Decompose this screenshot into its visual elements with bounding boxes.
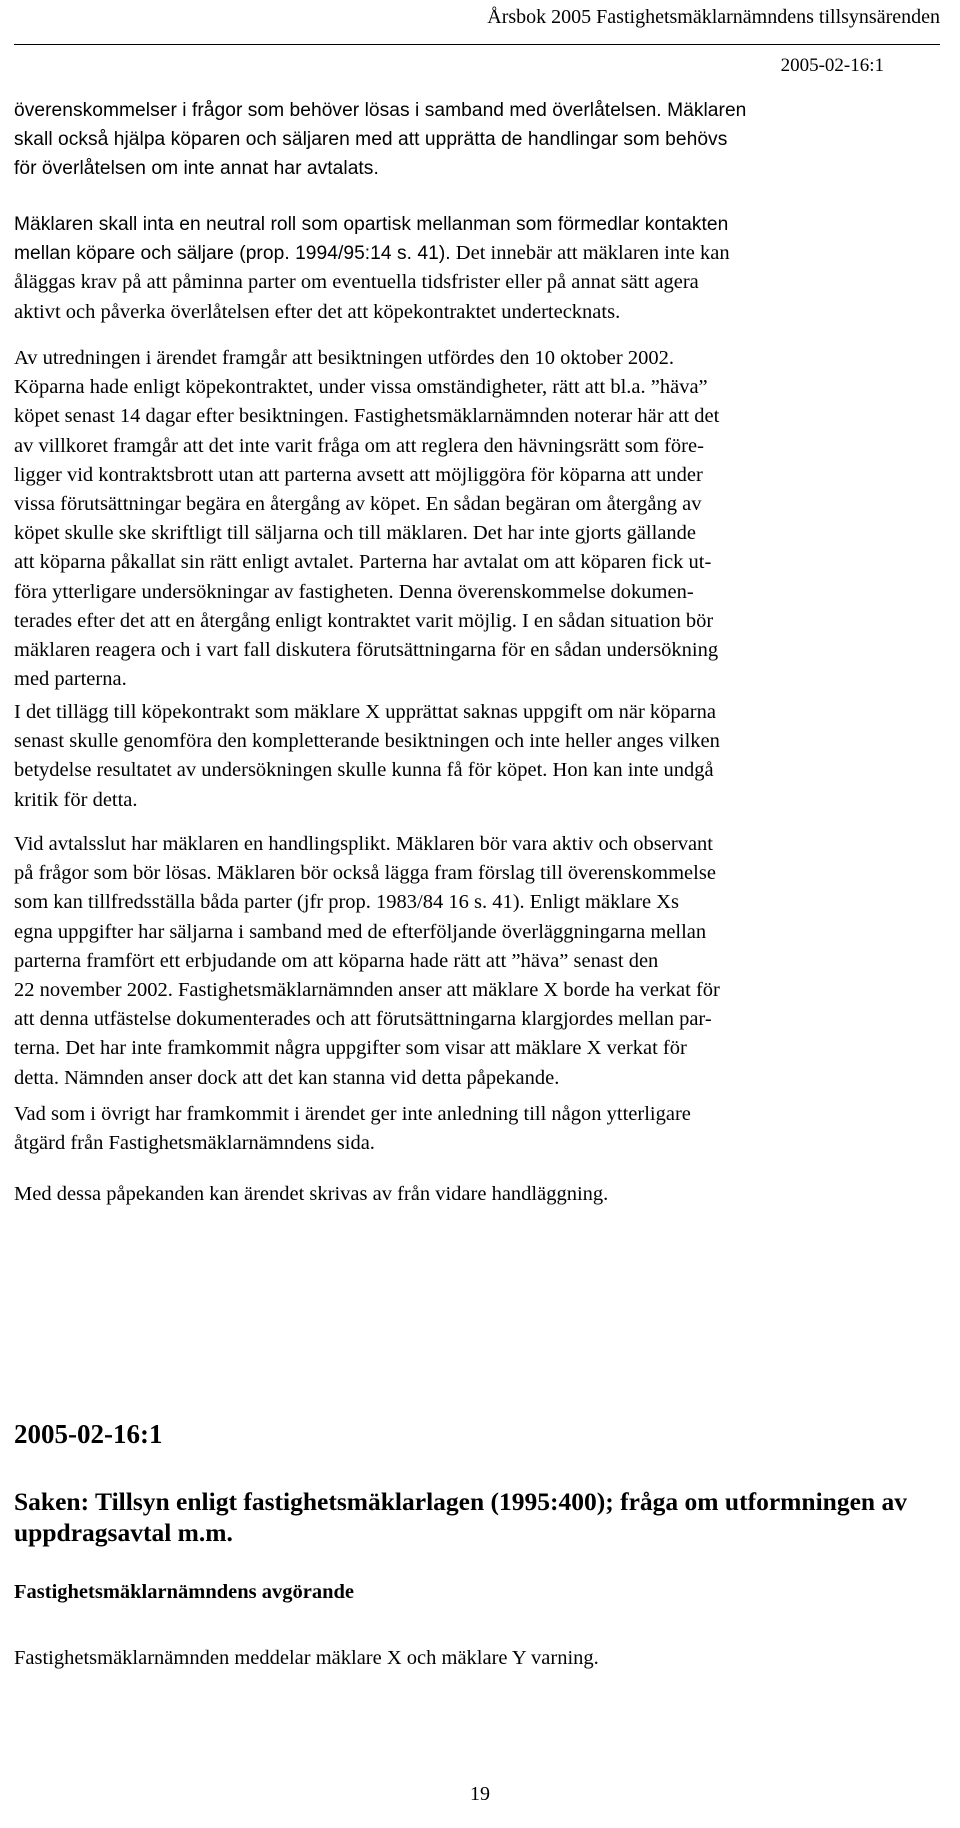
text-line: som kan tillfredsställa båda parter (jfr prop. 1983/84 16 s. 41). Enligt mäklare Xs — [14, 891, 679, 914]
text-line: Av utredningen i ärendet framgår att besiktningen utfördes den 10 oktober 2002. — [14, 347, 674, 369]
paragraph-continuation — [14, 96, 944, 184]
text-line: Mäklaren skall inta en neutral roll som opartisk mellanman som förmedlar kontakten — [14, 214, 729, 235]
paragraph-supplement — [14, 698, 944, 815]
text-line: för överlåtelsen om inte annat har avtalats. — [14, 158, 379, 180]
case-number-heading: 2005-02-16:1 — [14, 1419, 163, 1449]
paragraph — [14, 1100, 944, 1158]
paragraph — [14, 210, 944, 327]
text-line: detta. Nämnden anser dock att det kan stanna vid detta påpekande. — [14, 1066, 560, 1089]
paragraph-no-further-action — [14, 1100, 944, 1158]
text-line: kritik för detta. — [14, 788, 138, 811]
text-line: ligger vid kontraktsbrott utan att parterna avsett att möjliggöra för köparna att under — [14, 463, 703, 486]
text-line: åläggas krav på att påminna parter om eventuella tidsfrister eller på annat sätt agera — [14, 271, 699, 294]
text-line: köpet skulle ske skriftligt till säljarna och till mäklaren. Det har inte gjorts gällande — [14, 522, 697, 545]
paragraph-neutral-role — [14, 210, 944, 327]
text-fragment: Det innebär att mäklaren inte kan — [450, 242, 730, 265]
paragraph-duty-to-act — [14, 830, 944, 1093]
decision-text: Fastighetsmäklarnämnden meddelar mäklare X och mäklare Y varning. — [14, 1647, 599, 1669]
paragraph-investigation — [14, 344, 944, 694]
text-line: att denna utfästelse dokumenterades och att förutsättningarna klargjordes mellan par- — [14, 1008, 712, 1031]
page-number: 19 — [470, 1783, 490, 1805]
text-line: föra ytterligare undersökningar av fastigheten. Denna överenskommelse dokumen- — [14, 580, 694, 603]
text-line: åtgärd från Fastighetsmäklarnämndens sida. — [14, 1132, 375, 1155]
text-line: terades efter det att en återgång enligt kontraktet varit möjlig. I en sådan situation bör — [14, 609, 714, 632]
text-line: köpet senast 14 dagar efter besiktningen. Fastighetsmäklarnämnden noterar här att det — [14, 405, 720, 428]
text-line: skall också hjälpa köparen och säljaren med att upprätta de handlingar som behövs — [14, 129, 728, 151]
text-line: Vad som i övrigt har framkommit i ärendet ger inte anledning till någon ytterligare — [14, 1103, 691, 1125]
page-header-title: Årsbok 2005 Fastighetsmäklarnämndens tillsynsärenden — [487, 6, 940, 28]
text-line: Med dessa påpekanden kan ärendet skrivas av från vidare handläggning. — [14, 1183, 609, 1205]
text-line: mäklaren reagera och i vart fall diskutera förutsättningarna för en sådan undersökning — [14, 639, 719, 662]
text-line: egna uppgifter har säljarna i samband med de efterföljande överläggningarna mellan — [14, 920, 707, 943]
text-line — [14, 239, 944, 268]
text-line: senast skulle genomföra den kompletterande besiktningen och inte heller anges vilken — [14, 730, 720, 753]
text-line: aktivt och påverka överlåtelsen efter det att köpekontraktet undertecknats. — [14, 300, 621, 323]
text-line: att köparna påkallat sin rätt enligt avtalet. Parterna har avtalat om att köparen fick ut- — [14, 551, 712, 574]
text-fragment: mellan köpare och säljare (prop. 1994/95:14 s. 41). — [14, 243, 451, 265]
text-line: I det tillägg till köpekontrakt som mäklare X upprättat saknas uppgift om när köparna — [14, 701, 716, 723]
text-line: Köparna hade enligt köpekontraktet, under vissa omständigheter, rätt att bl.a. ”häva” — [14, 376, 708, 399]
text-line: 22 november 2002. Fastighetsmäklarnämnden anser att mäklare X borde ha verkat för — [14, 979, 720, 1002]
paragraph — [14, 1180, 944, 1209]
text-line: med parterna. — [14, 668, 127, 691]
paragraph — [14, 96, 944, 184]
paragraph-closing — [14, 1180, 944, 1209]
header-rule — [14, 44, 940, 45]
paragraph — [14, 698, 944, 815]
decision-heading: Fastighetsmäklarnämndens avgörande — [14, 1581, 354, 1603]
text-line: Vid avtalsslut har mäklaren en handlingsplikt. Mäklaren bör vara aktiv och observant — [14, 833, 713, 855]
paragraph — [14, 830, 944, 1093]
page-header-case-code: 2005-02-16:1 — [780, 55, 884, 76]
text-line: terna. Det har inte framkommit några uppgifter som visar att mäklare X verkat för — [14, 1037, 687, 1060]
text-line: överenskommelser i frågor som behöver lösas i samband med överlåtelsen. Mäklaren — [14, 100, 747, 121]
paragraph — [14, 344, 944, 694]
text-line: av villkoret framgår att det inte varit fråga om att reglera den hävningsrätt som före- — [14, 434, 704, 457]
text-line: på frågor som bör lösas. Mäklaren bör också lägga fram förslag till överenskommelse — [14, 862, 716, 885]
text-line: vissa förutsättningar begära en återgång av köpet. En sådan begäran om återgång av — [14, 493, 702, 516]
text-line: betydelse resultatet av undersökningen skulle kunna få för köpet. Hon kan inte undgå — [14, 759, 714, 782]
case-subject-heading: Saken: Tillsyn enligt fastighetsmäklarlagen (1995:400); fråga om utformningen av uppdragsavtal m.m. — [14, 1487, 907, 1547]
text-line: parterna framfört ett erbjudande om att köparna hade rätt att ”häva” senast den — [14, 949, 659, 972]
